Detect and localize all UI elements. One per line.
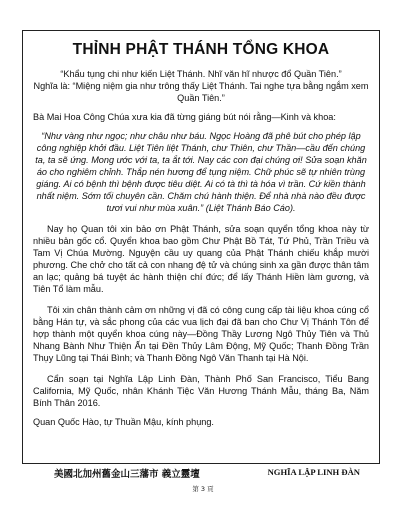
- paragraph-acknowledgement: Tôi xin chân thành cảm ơn những vị đã có công cung cấp tài liệu khoa cúng cổ bằng Hán tự, và sắc phong của các vua lịch đại đã ban cho Chư Vị Thánh Tôn để hợp thành một quyển khoa cúng này—Đồng Thầy Lương Ngô Thủy Tiên và Thủ Nhang Bành Như Thiện Ấn tại Đền Thủy Lâm Động, Mỹ Quốc; Thanh Đồng Trần Thụy Lũng tại Thái Bình; và Thanh Đồng Ngô Văn Thanh tại Hà Nội.: [33, 305, 369, 363]
- paragraph-compilation-place-date: Cẩn soạn tại Nghĩa Lập Linh Đàn, Thành Phố San Francisco, Tiểu Bang California, Mỹ Quốc, nhân Khánh Tiệc Văn Hương Thánh Mẫu, tháng Ba, Năm Bính Thân 2016.: [33, 374, 369, 408]
- signature-line: Quan Quốc Hào, tự Thuần Mậu, kính phụng.: [33, 417, 214, 427]
- footer-chinese-temple-name: 美國北加州舊金山三藩市 義立靈壇: [54, 469, 200, 480]
- page-number: 第 3 頁: [192, 485, 214, 493]
- page-frame: [22, 30, 380, 464]
- epigraph-meaning: Nghĩa là: “Miệng niệm gia như trông thấy Liệt Thánh. Tai nghe tựa bằng ngắm xem Quần Tiên.”: [33, 81, 369, 103]
- page-footer: [22, 466, 380, 482]
- epigraph-chinese-reading: “Khẩu tụng chi như kiến Liệt Thánh. Nhĩ văn hĩ nhược đổ Quần Tiên.”: [60, 69, 342, 79]
- revelation-quote: “Như vàng như ngọc; như châu như báu. Ngọc Hoàng đã phê bút cho phép lập công nghiệp khởi đầu. Liệt Tiên liệt Thánh, chư Thiên, chư Thần—cầu đến chúng ta, ta sẽ ứng. Mong ước với ta, ta ắt tới. Nay các con đại chúng ơi! Sửa soạn khăn áo cho nghiêm chỉnh. Thắp nén hương để tụng niệm. Chữ phúc sẽ tự nhiên trùng giáng. Ai có bệnh thì bệnh được tiêu diệt. Ai có tà thì tà hóa vì trần. Cứ kiền thành nhất niệm. Sớm tối chuyên cần. Chăm chú hành thiện. Để nhà nhà nào đều được tươi vui như mùa xuân.” (Liệt Thánh Báo Cáo).: [35, 131, 367, 213]
- paragraph-purpose: Nay họ Quan tôi xin bảo ơn Phật Thánh, sửa soạn quyển tổng khoa này từ nhiều bản gốc cổ. Quyển khoa bao gồm Chư Phật Bồ Tát, Tứ Phủ, Trần Triều và Tam Vị Chúa Mường. Nguyện cầu uy quang của Phật Thánh chiếu khắp mười phương. Che chở cho tất cả con nhang đệ tử và chúng sinh xa gần được thân tâm an lạc; quảng bá tuyệt ác hành thiện chí đức; để lấy Thánh Hiền làm gương, và Tiên Tổ làm mẫu.: [33, 224, 369, 294]
- footer-temple-name: NGHĨA LẬP LINH ĐÀN: [267, 467, 360, 477]
- intro-text: Bà Mai Hoa Công Chúa xưa kia đã từng giáng bút nói rằng—Kinh và khoa:: [33, 112, 336, 122]
- page-title: THỈNH PHẬT THÁNH TỔNG KHOA: [72, 41, 330, 58]
